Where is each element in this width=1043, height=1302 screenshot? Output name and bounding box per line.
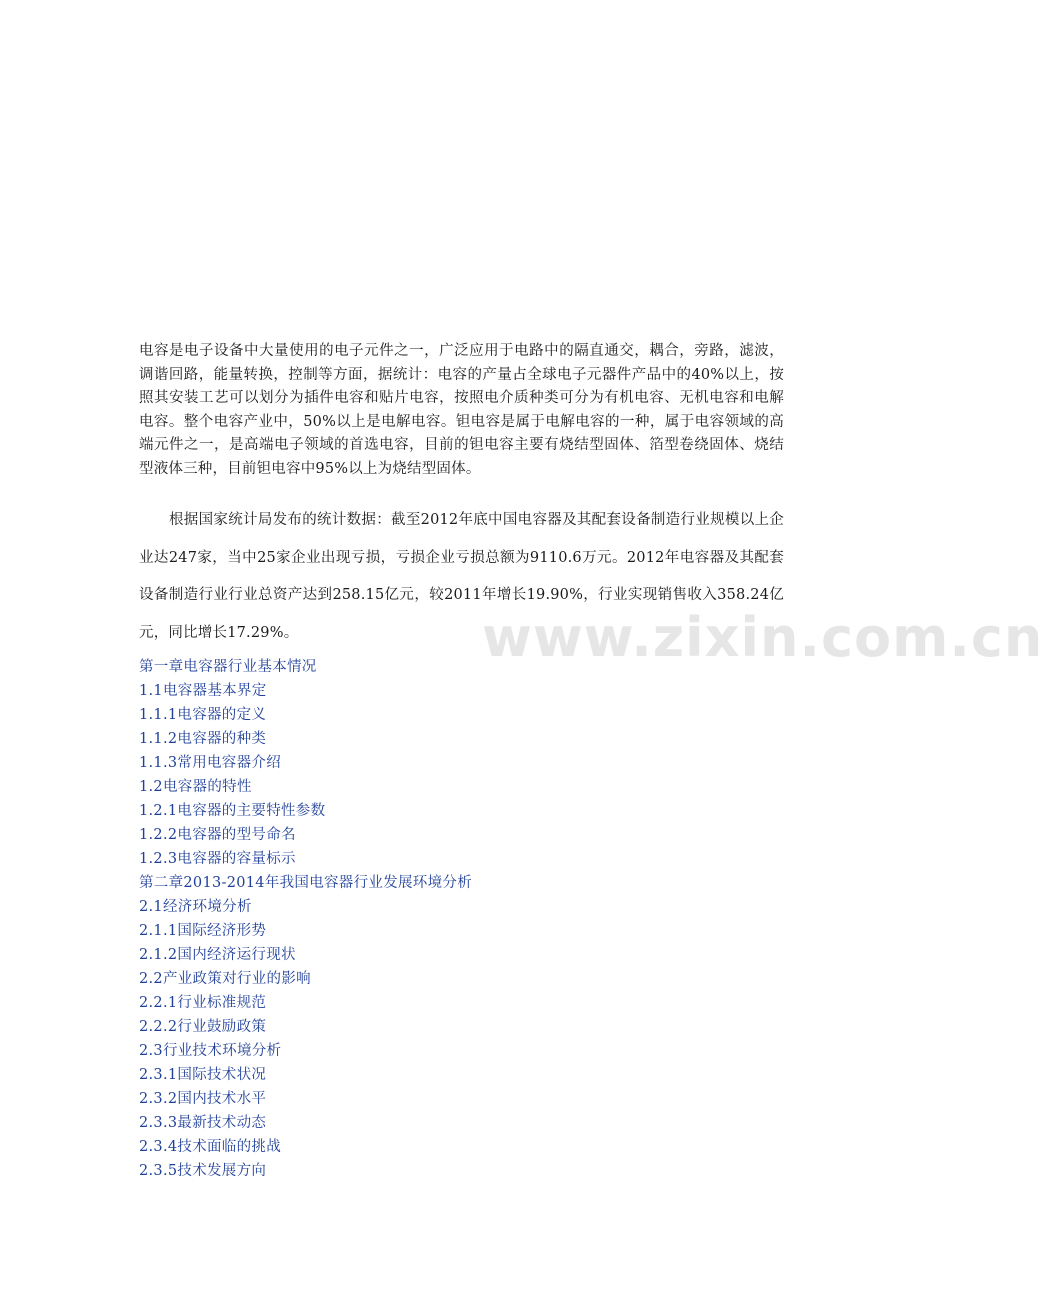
toc-link-1-2-3[interactable]: 1.2.3电容器的容量标示 (139, 851, 296, 867)
toc-link-2-1-1[interactable]: 2.1.1国际经济形势 (139, 923, 267, 939)
toc-link-2-3-5[interactable]: 2.3.5技术发展方向 (139, 1163, 267, 1179)
toc-link-chapter-2[interactable]: 第二章2013-2014年我国电容器行业发展环境分析 (139, 875, 473, 891)
toc-link-2-1-2[interactable]: 2.1.2国内经济运行现状 (139, 947, 296, 963)
watermark: www.zixin.com.cn (482, 606, 1043, 669)
toc-link-2-3-3[interactable]: 2.3.3最新技术动态 (139, 1115, 267, 1131)
toc-link-1-1-3[interactable]: 1.1.3常用电容器介绍 (139, 755, 281, 771)
toc-link-2-3-2[interactable]: 2.3.2国内技术水平 (139, 1091, 267, 1107)
toc-link-2-2-1[interactable]: 2.2.1行业标准规范 (139, 995, 267, 1011)
toc-link-1-2-2[interactable]: 1.2.2电容器的型号命名 (139, 827, 296, 843)
toc-link-2-3-4[interactable]: 2.3.4技术面临的挑战 (139, 1139, 281, 1155)
toc-link-1-1-1[interactable]: 1.1.1电容器的定义 (139, 707, 267, 723)
toc-link-1-1[interactable]: 1.1电容器基本界定 (139, 683, 267, 699)
toc-link-1-1-2[interactable]: 1.1.2电容器的种类 (139, 731, 267, 747)
toc-link-1-2-1[interactable]: 1.2.1电容器的主要特性参数 (139, 803, 326, 819)
toc-link-chapter-1[interactable]: 第一章电容器行业基本情况 (139, 659, 317, 675)
toc-link-2-2[interactable]: 2.2产业政策对行业的影响 (139, 971, 311, 987)
table-of-contents (139, 655, 784, 1183)
stats-paragraph: 根据国家统计局发布的统计数据：截至2012年底中国电容器及其配套设备制造行业规模以上企业达247家，当中25家企业出现亏损，亏损企业亏损总额为9110.6万元。2012年电容器及其配套设备制造行业行业总资产达到258.15亿元，较2011年增长19.90%，行业实现销售收入358.24亿元，同比增长17.29%。 (139, 512, 784, 641)
toc-link-2-1[interactable]: 2.1经济环境分析 (139, 899, 252, 915)
toc-link-1-2[interactable]: 1.2电容器的特性 (139, 779, 252, 795)
intro-paragraph: 电容是电子设备中大量使用的电子元件之一，广泛应用于电路中的隔直通交，耦合，旁路，滤波，调谐回路，能量转换，控制等方面，据统计：电容的产量占全球电子元器件产品中的40%以上，按照其安装工艺可以划分为插件电容和贴片电容，按照电介质种类可分为有机电容、无机电容和电解电容。整个电容产业中，50%以上是电解电容。钽电容是属于电解电容的一种，属于电容领域的高端元件之一，是高端电子领域的首选电容，目前的钽电容主要有烧结型固体、箔型卷绕固体、烧结型液体三种，目前钽电容中95%以上为烧结型固体。 (139, 343, 784, 477)
toc-link-2-2-2[interactable]: 2.2.2行业鼓励政策 (139, 1019, 267, 1035)
toc-link-2-3[interactable]: 2.3行业技术环境分析 (139, 1043, 282, 1059)
toc-link-2-3-1[interactable]: 2.3.1国际技术状况 (139, 1067, 267, 1083)
